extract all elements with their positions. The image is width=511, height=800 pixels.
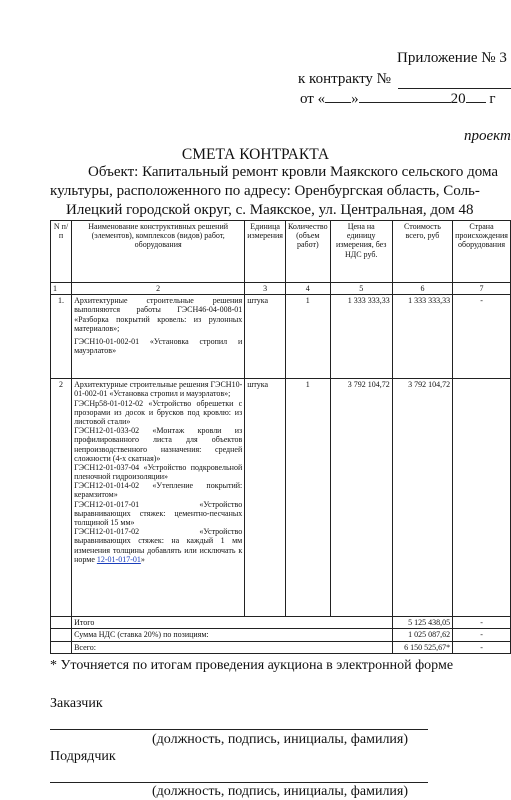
footnote: * Уточняется по итогам проведения аукциона в электронной форме — [50, 658, 454, 673]
date-month-blank — [359, 91, 451, 103]
row-2-line-3: ГЭСН12-01-033-02 «Монтаж кровли из профилированного листа для объектов непроизводственного назначения: средней сложности (4-х скатная)» — [74, 426, 243, 463]
column-number-row — [51, 283, 511, 295]
row-2-line-1: Архитектурные строительные решения ГЭСН10-01-002-01 «Установка стропил и мауэрлатов»; — [74, 380, 243, 399]
object-line-3: Илецкий городской округ, с. Маякское, ул. Центральная, дом 48 — [66, 202, 474, 218]
row-2-qty: 1 — [285, 379, 330, 617]
contract-date-label — [300, 91, 496, 108]
subtotal-label: Итого — [72, 617, 393, 629]
vat-country: - — [453, 629, 511, 641]
table-header-row — [51, 221, 511, 283]
date-day-blank — [325, 91, 351, 103]
row-2-line-6: ГЭСН12-01-017-01 «Устройство выравнивающих стяжек: цементно-песчаных толщиной 15 мм» — [74, 499, 243, 527]
row-2-number: 2 — [51, 379, 72, 617]
row-1-description — [72, 295, 245, 379]
row-2-description — [72, 379, 245, 617]
row-2-total: 3 792 104,72 — [392, 379, 452, 617]
date-year-blank — [466, 91, 486, 103]
customer-caption: (должность, подпись, инициалы, фамилия) — [152, 732, 409, 747]
col-number-6: 6 — [392, 283, 452, 295]
row-2-country — [453, 379, 511, 617]
row-2-price: 3 792 104,72 — [330, 379, 392, 617]
vat-label: Сумма НДС (ставка 20%) по позициям: — [72, 629, 393, 641]
col-number-4: 4 — [285, 283, 330, 295]
row-1-line-1: Архитектурные строительные решения выполняются работы ГЭСН46-04-008-01 «Разборка покрытий кровель: из рулонных материалов»; — [74, 296, 243, 333]
row-1-price: 1 333 333,33 — [330, 295, 392, 379]
total-row-subtotal — [51, 617, 511, 629]
col-number-2: 2 — [72, 283, 245, 295]
row-2-line-7 — [74, 527, 242, 564]
appendix-label: Приложение № 3 — [397, 50, 507, 66]
row-2-line-7-text: ГЭСН12-01-017-02 «Устройство выравнивающих стяжек: на каждый 1 мм изменения толщины добавлять или исключать к норме — [74, 527, 243, 564]
header-country: Страна происхождения оборудования — [453, 221, 511, 283]
table-row — [51, 295, 511, 379]
contractor-caption: (должность, подпись, инициалы, фамилия) — [152, 784, 409, 799]
header-name: Наименование конструктивных решений (элементов), комплексов (видов) работ, оборудования — [72, 221, 245, 283]
contract-number-text: к контракту № — [298, 71, 391, 87]
row-2-line-5: ГЭСН12-01-014-02 «Утепление покрытий: керамзитом» — [74, 481, 243, 500]
row-2-line-2: ГЭСНр58-01-012-02 «Устройство обрешетки с прозорами из досок и брусков под кровлю: из листовой стали» — [74, 398, 243, 426]
row-2-line-4: ГЭСН12-01-037-04 «Устройство подкровельной пленочной гидроизоляции» — [74, 462, 243, 482]
estimate-table — [50, 220, 511, 654]
grand-total-value: 6 150 525,67* — [392, 641, 452, 653]
row-1-total: 1 333 333,33 — [392, 295, 452, 379]
row-1-line-2: ГЭСН10-01-002-01 «Установка стропил и мауэрлатов» — [74, 336, 243, 356]
date-from-text: от « — [300, 91, 326, 107]
header-total: Стоимость всего, руб — [392, 221, 452, 283]
row-1-unit: штука — [245, 295, 286, 379]
header-price: Цена на единицу измерения, без НДС руб. — [330, 221, 392, 283]
contract-number-blank — [398, 88, 511, 89]
col-number-1: 1 — [51, 283, 72, 295]
col-number-3: 3 — [245, 283, 286, 295]
row-2-link-tail: » — [140, 554, 145, 564]
row-1-country: - — [453, 295, 511, 379]
draft-label: проект — [464, 128, 511, 144]
row-1-number: 1. — [51, 295, 72, 379]
table-row — [51, 379, 511, 617]
col-number-7: 7 — [453, 283, 511, 295]
page-title: СМЕТА КОНТРАКТА — [181, 146, 330, 163]
contractor-signature-line — [50, 782, 428, 783]
header-qty: Количество (объем работ) — [285, 221, 330, 283]
object-line-2: культуры, расположенного по адресу: Оренбургская область, Соль- — [50, 183, 480, 199]
customer-label: Заказчик — [50, 696, 103, 711]
grand-total-label: Всего: — [72, 641, 393, 653]
contractor-label: Подрядчик — [50, 749, 116, 764]
contract-number-label — [298, 71, 391, 88]
date-quote-text: » — [351, 91, 359, 107]
header-unit: Единица измерения — [245, 221, 286, 283]
customer-signature-line — [50, 729, 428, 730]
header-n: N п/п — [51, 221, 72, 283]
object-line-1: Объект: Капитальный ремонт кровли Маякского сельского дома — [88, 164, 498, 180]
row-2-unit: штука — [245, 379, 286, 617]
total-row-vat — [51, 629, 511, 641]
col-number-5: 5 — [330, 283, 392, 295]
date-g-text: г — [489, 91, 496, 107]
subtotal-value: 5 125 438,05 — [392, 617, 452, 629]
norm-link[interactable]: 12-01-017-01 — [96, 554, 141, 564]
subtotal-country: - — [453, 617, 511, 629]
grand-total-country: - — [453, 641, 511, 653]
total-row-grand — [51, 641, 511, 653]
date-year-text: 20 — [450, 91, 466, 107]
row-1-qty: 1 — [285, 295, 330, 379]
vat-value: 1 025 087,62 — [392, 629, 452, 641]
